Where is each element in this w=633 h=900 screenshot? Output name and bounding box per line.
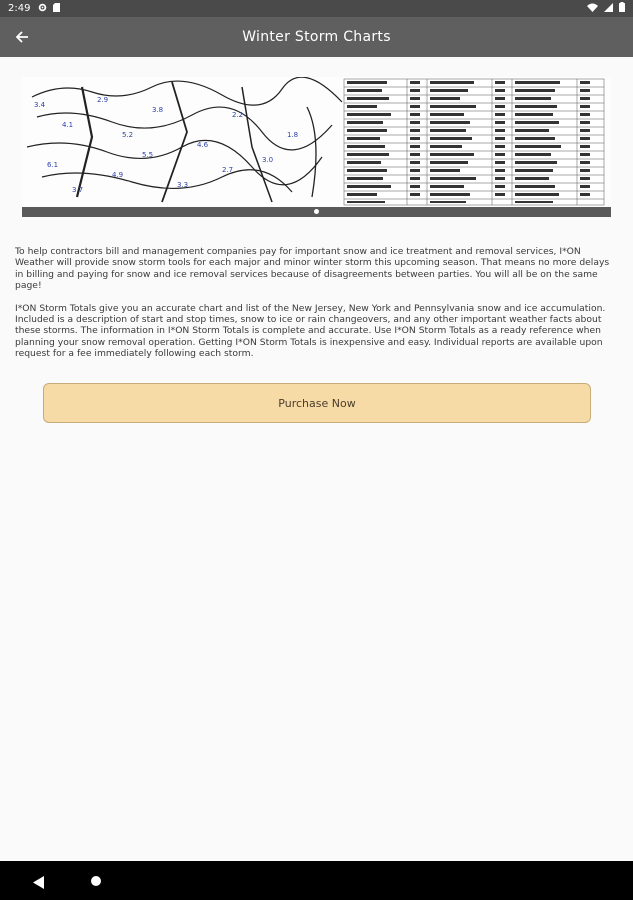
arrow-back-icon — [15, 30, 29, 44]
svg-text:2.9: 2.9 — [97, 96, 109, 104]
purchase-now-button[interactable]: Purchase Now — [43, 383, 591, 423]
nav-home-button[interactable] — [91, 876, 101, 886]
gear-icon — [38, 3, 47, 15]
signal-icon — [604, 3, 613, 15]
storm-chart-image — [22, 77, 611, 207]
description-paragraph-1: To help contractors bill and management companies pay for important snow and ice treatment and removal services, I*ON Weather will provide snow storm tools for each major and minor winter storm this upcoming season. That means no more delays in billing and paying for snow and ice removal services because of disagreements between parties. You will all be on the same page! — [15, 246, 610, 292]
app-bar — [0, 17, 633, 57]
svg-text:3.8: 3.8 — [152, 106, 164, 114]
carousel-page-dot[interactable] — [314, 209, 319, 214]
svg-text:2.7: 2.7 — [222, 166, 234, 174]
svg-text:1.8: 1.8 — [287, 131, 299, 139]
svg-text:2.2: 2.2 — [232, 111, 244, 119]
svg-text:3.7: 3.7 — [72, 186, 84, 194]
page-title: Winter Storm Charts — [242, 29, 391, 45]
status-bar — [0, 0, 633, 17]
svg-text:6.1: 6.1 — [47, 161, 59, 169]
sd-card-icon — [53, 3, 60, 15]
system-nav-bar — [0, 861, 633, 900]
wifi-icon — [587, 3, 598, 15]
svg-text:3.0: 3.0 — [262, 156, 274, 164]
svg-text:5.2: 5.2 — [122, 131, 134, 139]
description-paragraph-2: I*ON Storm Totals give you an accurate chart and list of the New Jersey, New York and Pennsylvania snow and ice accumulation. Included is a description of start and stop times, snow to ice or rain changeovers, and any other important weather facts about these storms. The information in I*ON Storm Totals is complete and accurate. Use I*ON Storm Totals as a ready reference when planning your snow removal operation. Getting I*ON Storm Totals is inexpensive and easy. Individual reports are available upon request for a fee immediately following each storm. — [15, 302, 606, 360]
svg-text:4.9: 4.9 — [112, 171, 124, 179]
svg-text:4.1: 4.1 — [62, 121, 74, 129]
nav-back-button[interactable] — [33, 874, 44, 893]
description — [15, 246, 618, 360]
triangle-back-icon — [33, 876, 44, 889]
svg-text:3.3: 3.3 — [177, 181, 189, 189]
image-carousel[interactable] — [22, 77, 611, 217]
svg-text:3.4: 3.4 — [34, 101, 46, 109]
svg-text:5.5: 5.5 — [142, 151, 154, 159]
back-button[interactable] — [10, 25, 34, 49]
svg-text:4.6: 4.6 — [197, 141, 209, 149]
battery-icon — [619, 2, 625, 15]
status-time: 2:49 — [8, 3, 31, 14]
